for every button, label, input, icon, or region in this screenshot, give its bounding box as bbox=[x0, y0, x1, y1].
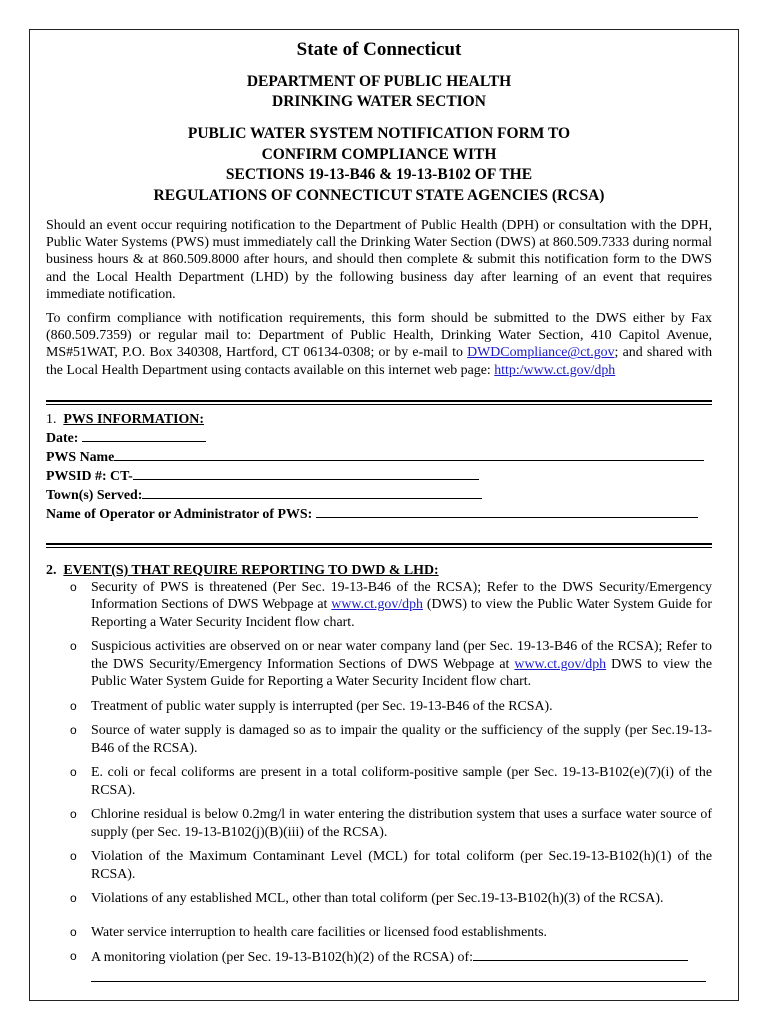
date-field[interactable] bbox=[82, 428, 206, 442]
section-divider bbox=[46, 543, 712, 548]
pwsid-field[interactable] bbox=[133, 466, 479, 480]
form-title bbox=[46, 124, 712, 206]
events-list bbox=[46, 579, 712, 967]
pwsid-row bbox=[46, 466, 712, 485]
event-text: E. coli or fecal coliforms are present in a total coliform-positive sample (per Sec. 19-13-B102(e)(7)(i) of the RCSA). bbox=[91, 765, 712, 798]
web-link[interactable]: http:/www.ct.gov/dph bbox=[494, 362, 616, 378]
event-text: Suspicious activities are observed on or near water company land (per Sec. 19-13-B46 of the RCSA); Refer to the DWS Security/Emergency Information Sections of DWS Webpage at bbox=[91, 639, 712, 672]
pws-information-section bbox=[46, 411, 712, 523]
section1-heading bbox=[46, 411, 712, 428]
form-title-line: PUBLIC WATER SYSTEM NOTIFICATION FORM TO bbox=[187, 125, 571, 142]
pws-name-row bbox=[46, 447, 712, 466]
towns-row bbox=[46, 485, 712, 504]
pws-name-label: PWS Name bbox=[46, 449, 115, 465]
event-text: DWS to view the Public Water System Guide for Reporting a Water Security Incident flow chart. bbox=[91, 656, 712, 690]
section2-number: 2. bbox=[46, 562, 57, 578]
bullet-icon: o bbox=[70, 891, 77, 906]
bullet-icon: o bbox=[70, 924, 77, 939]
form-title-line: CONFIRM COMPLIANCE WITH bbox=[261, 145, 497, 163]
date-row bbox=[46, 428, 712, 447]
event-text: Source of water supply is damaged so as to impair the quality or the sufficiency of the supply (per Sec.19-13-B46 of the RCSA). bbox=[91, 723, 712, 756]
operator-label: Name of Operator or Administrator of PWS: bbox=[46, 506, 313, 522]
department-name: DEPARTMENT OF PUBLIC HEALTH bbox=[246, 73, 512, 90]
event-text: Violations of any established MCL, other than total coliform (per Sec.19-13-B102(h)(3) of the RCSA). bbox=[91, 891, 664, 907]
event-item-service-interruption[interactable] bbox=[46, 924, 712, 942]
event-text: Water service interruption to health care facilities or licensed food establishments. bbox=[91, 924, 547, 940]
section-name: DRINKING WATER SECTION bbox=[272, 93, 486, 110]
department-heading bbox=[46, 72, 712, 112]
state-title: State of Connecticut bbox=[296, 39, 462, 60]
dph-web-link[interactable]: www.ct.gov/dph bbox=[514, 656, 607, 672]
pwsid-label: PWSID #: CT- bbox=[46, 468, 133, 484]
form-title-line: SECTIONS 19-13-B46 & 19-13-B102 OF THE bbox=[225, 166, 533, 183]
intro-paragraph-2-text: To confirm compliance with notification requirements, this form should be submitted to the DWS either by Fax (860.509.7359) or regular mail to: Department of Public Health, Drinking Water Section, 410 Capitol Avenue, MS#51WAT, P.O. Box 340308, Hartford, CT 06134-0308; or by e-mail to bbox=[46, 311, 712, 361]
towns-label: Town(s) Served: bbox=[46, 487, 143, 503]
event-item-mcl-other[interactable] bbox=[46, 890, 712, 908]
form-title-line: REGULATIONS OF CONNECTICUT STATE AGENCIES (RCSA) bbox=[153, 186, 605, 204]
event-item-mcl-coliform[interactable] bbox=[46, 848, 712, 883]
event-text: (DWS) to view the Public Water System Guide for Reporting a Water Security Incident flow chart. bbox=[91, 597, 712, 630]
event-item-security[interactable] bbox=[46, 579, 712, 632]
bullet-icon: o bbox=[70, 807, 77, 822]
event-item-chlorine[interactable] bbox=[46, 806, 712, 841]
event-text: Treatment of public water supply is interrupted (per Sec. 19-13-B46 of the RCSA). bbox=[91, 698, 553, 714]
section1-number: 1. bbox=[46, 411, 57, 427]
towns-field[interactable] bbox=[142, 485, 482, 499]
event-item-suspicious-activity[interactable] bbox=[46, 638, 712, 691]
bullet-icon: o bbox=[70, 639, 77, 654]
date-label: Date: bbox=[46, 430, 79, 446]
intro-paragraph-2-text: ; and shared with the Local Health Department using contacts available on this internet web page: bbox=[46, 345, 713, 378]
bullet-icon: o bbox=[70, 579, 77, 594]
operator-row bbox=[46, 504, 712, 523]
dph-web-link[interactable]: www.ct.gov/dph bbox=[331, 597, 423, 613]
event-text: Security of PWS is threatened (Per Sec. 19-13-B46 of the RCSA); Refer to the DWS Security/Emergency Information Sections of DWS Webpage at bbox=[91, 579, 712, 613]
event-item-monitoring-violation[interactable] bbox=[46, 948, 712, 967]
form-page bbox=[29, 29, 739, 1001]
event-text: A monitoring violation (per Sec. 19-13-B102(h)(2) of the RCSA) of: bbox=[91, 950, 473, 966]
section1-title: PWS INFORMATION: bbox=[63, 411, 204, 427]
operator-field[interactable] bbox=[316, 504, 698, 518]
bullet-icon: o bbox=[70, 765, 77, 780]
section-divider bbox=[46, 400, 712, 405]
intro-paragraph-1: Should an event occur requiring notification to the Department of Public Health (DPH) or consultation with the DPH, Public Water Systems (PWS) must immediately call the Drinking Water Section (DWS) at 860.509.7333 during normal business hours & at 860.509.8000 after hours, and should then complete & submit this notification form to the DWS and the Local Health Department (LHD) by the following business day after learning of an event that requires immediate notification. bbox=[46, 218, 712, 302]
section2-title: EVENT(S) THAT REQUIRE REPORTING TO DWD & LHD: bbox=[63, 562, 439, 578]
form-content bbox=[46, 30, 712, 982]
event-item-source-damaged[interactable] bbox=[46, 722, 712, 757]
section2-heading bbox=[46, 562, 712, 579]
monitoring-violation-continuation-field[interactable] bbox=[91, 967, 706, 982]
bullet-icon: o bbox=[70, 949, 77, 964]
monitoring-violation-field[interactable] bbox=[473, 948, 688, 961]
event-text: Violation of the Maximum Contaminant Level (MCL) for total coliform (per Sec.19-13-B102(h)(1) of the RCSA). bbox=[91, 849, 712, 882]
event-item-ecoli[interactable] bbox=[46, 764, 712, 799]
bullet-icon: o bbox=[70, 698, 77, 713]
email-link[interactable]: DWDCompliance@ct.gov bbox=[467, 345, 615, 361]
bullet-icon: o bbox=[70, 849, 77, 864]
event-item-treatment-interrupted[interactable] bbox=[46, 698, 712, 716]
intro-paragraph-2 bbox=[46, 310, 712, 379]
bullet-icon: o bbox=[70, 723, 77, 738]
event-text: Chlorine residual is below 0.2mg/l in water entering the distribution system that uses a surface water source of supply (per Sec. 19-13-B102(j)(B)(iii) of the RCSA). bbox=[91, 807, 712, 840]
pws-name-field[interactable] bbox=[114, 447, 704, 461]
